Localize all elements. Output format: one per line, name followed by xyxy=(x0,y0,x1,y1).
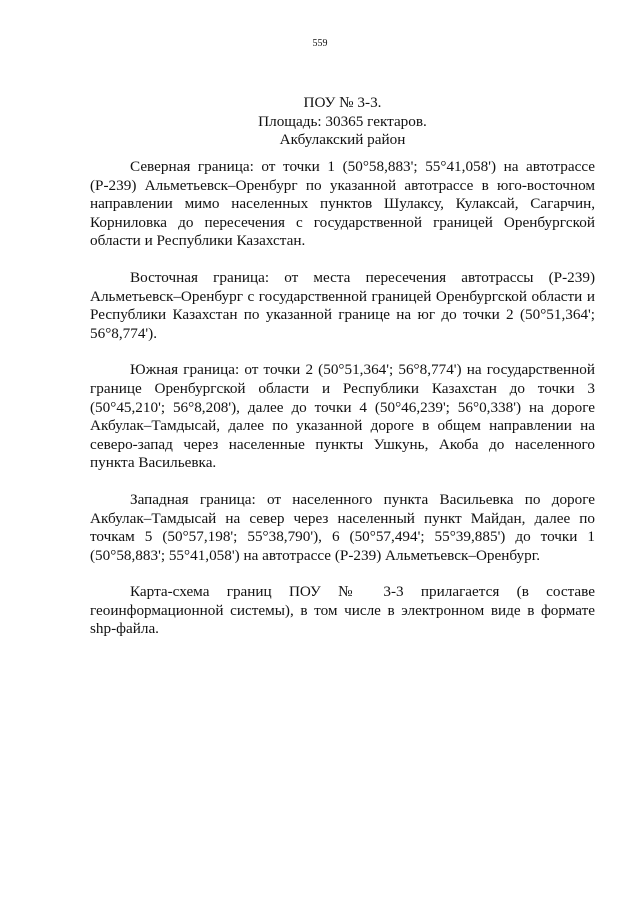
paragraph-map-note: Карта-схема границ ПОУ № 3-3 прилагается (в составе геоинформационной системы), в том числе в электронном виде в формате shp-файла. xyxy=(90,583,595,638)
paragraph-east-boundary: Восточная граница: от места пересечения автотрассы (Р-239) Альметьевск–Оренбург с государственной границей Оренбургской области и Республики Казахстан по указанной границе на юг до точки 2 (50°51,364'; 56°8,774'). xyxy=(90,268,595,342)
heading-area: Площадь: 30365 гектаров. xyxy=(258,112,427,130)
heading-title: ПОУ № 3-3. xyxy=(303,94,382,111)
document-heading xyxy=(90,94,595,150)
paragraph-north-boundary: Северная граница: от точки 1 (50°58,883'; 55°41,058') на автотрассе (Р-239) Альметьевск–Оренбург по указанной автотрассе в юго-восточном направлении мимо населенных пунктов Шулаксу, Кулаксай, Сагарчин, Корниловка до пересечения с государственной границей Оренбургской области и Республики Казахстан. xyxy=(90,158,595,250)
document-body xyxy=(90,158,595,657)
page-number: 559 xyxy=(312,38,328,49)
paragraph-south-boundary: Южная граница: от точки 2 (50°51,364'; 56°8,774') на государственной границе Оренбургской области и Республики Казахстан до точки 3 (50°45,210'; 56°8,208'), далее до точки 4 (50°46,239'; 56°0,338') на дороге Акбулак–Тамдысай, далее по указанной дороге в общем направлении на северо-запад через населенные пункты Ушкунь, Акоба до населенного пункта Васильевка. xyxy=(90,361,595,472)
paragraph-west-boundary: Западная граница: от населенного пункта Васильевка по дороге Акбулак–Тамдысай на север через населенный пункт Майдан, далее по точкам 5 (50°57,198'; 55°38,790'), 6 (50°57,494'; 55°39,885') до точки 1 (50°58,883'; 55°41,058') на автотрассе (Р-239) Альметьевск–Оренбург. xyxy=(90,490,595,564)
heading-district: Акбулакский район xyxy=(279,131,406,148)
